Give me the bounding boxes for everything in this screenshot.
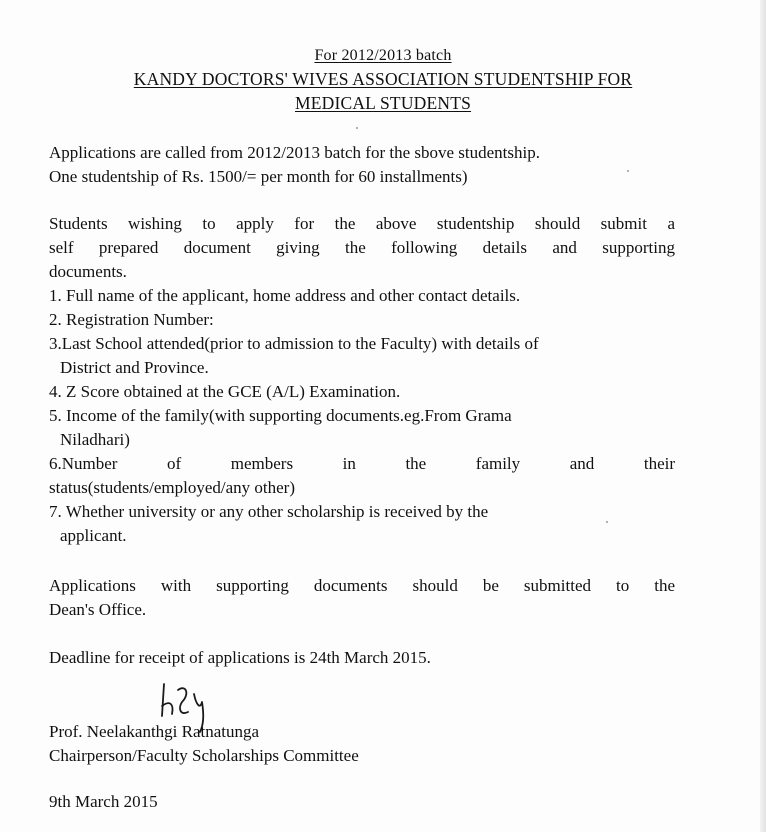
scan-edge <box>760 0 766 832</box>
title-line-1: KANDY DOCTORS' WIVES ASSOCIATION STUDENTSHIP FOR <box>133 69 633 89</box>
list-item-continuation: District and Province. <box>60 358 209 377</box>
list-item-continuation: status(students/employed/any other) <box>49 478 295 497</box>
instructions-line-1: Students wishing to apply for the above studentship should submit a <box>49 214 675 233</box>
list-item: 1. Full name of the applicant, home address and other contact details. <box>49 286 521 305</box>
submission-paragraph <box>49 574 675 622</box>
scan-speck <box>606 521 608 523</box>
intro-line-2: One studentship of Rs. 1500/= per month for 60 installments) <box>49 167 468 186</box>
batch-heading: For 2012/2013 batch <box>314 47 452 64</box>
list-item-continuation: applicant. <box>60 526 127 545</box>
list-item: 5. Income of the family(with supporting documents.eg.From Grama <box>49 406 512 425</box>
list-item: 3.Last School attended(prior to admission to the Faculty) with details of <box>49 334 539 353</box>
title-line-2: MEDICAL STUDENTS <box>294 93 472 113</box>
submission-line-2: Dean's Office. <box>49 600 147 619</box>
submission-line-1: Applications with supporting documents should be submitted to the <box>49 576 675 595</box>
instructions-line-2: self prepared document giving the following details and supporting <box>49 238 675 257</box>
deadline-paragraph <box>49 646 675 670</box>
list-item: 6.Number of members in the family and their <box>49 454 675 473</box>
list-item: 4. Z Score obtained at the GCE (A/L) Examination. <box>49 382 401 401</box>
signatory-block <box>49 720 359 768</box>
document-date: 9th March 2015 <box>49 792 158 811</box>
intro-line-1: Applications are called from 2012/2013 batch for the sbove studentship. <box>49 143 540 162</box>
instructions-line-3: documents. <box>49 262 127 281</box>
list-item: 2. Registration Number: <box>49 310 214 329</box>
list-item: 7. Whether university or any other scholarship is received by the <box>49 502 489 521</box>
signatory-role: Chairperson/Faculty Scholarships Committee <box>49 746 359 765</box>
instructions-paragraph <box>49 212 675 284</box>
scan-speck <box>356 127 358 129</box>
list-item-continuation: Niladhari) <box>60 430 130 449</box>
scan-speck <box>627 170 629 172</box>
details-list <box>49 284 675 548</box>
signatory-name: Prof. Neelakanthgi Ratnatunga <box>49 722 260 741</box>
deadline-line: Deadline for receipt of applications is 24th March 2015. <box>49 648 431 667</box>
intro-paragraph <box>49 141 675 189</box>
